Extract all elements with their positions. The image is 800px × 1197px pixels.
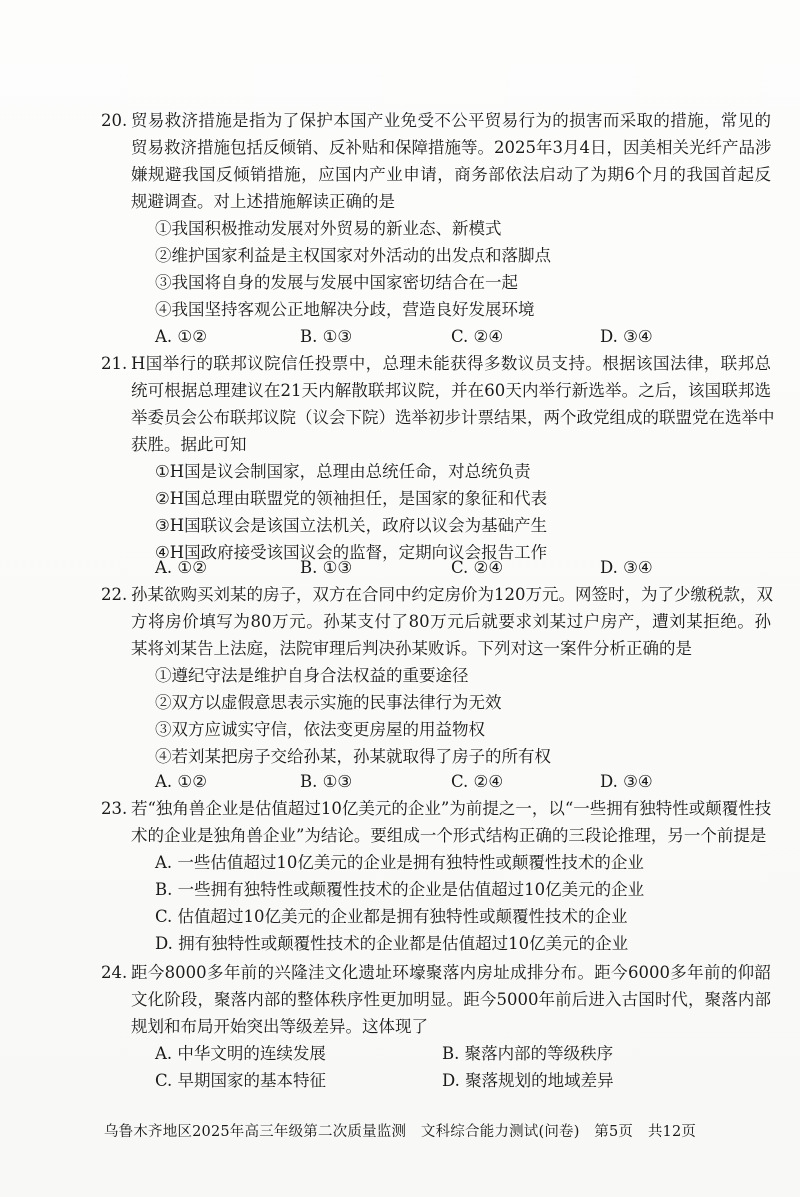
question-text-line: 规划和布局开始突出等级差异。这体现了 <box>131 1017 428 1036</box>
option-a: A. ①② <box>155 327 207 346</box>
question-text-line: 文化阶段，聚落内部的整体秩序性更加明显。距今5000年前后进入古国时代，聚落内部 <box>131 990 771 1009</box>
statement: ③双方应诚实守信，依法变更房屋的用益物权 <box>155 720 485 739</box>
question-text-line: 统可根据总理建议在21天内解散联邦议院，并在60天内举行新选举。之后，该国联邦选 <box>131 381 771 400</box>
statement: ②双方以虚假意思表示实施的民事法律行为无效 <box>155 693 502 712</box>
option-c: C. 估值超过10亿美元的企业都是拥有独特性或颠覆性技术的企业 <box>155 907 628 926</box>
statement: ③H国联议会是该国立法机关，政府以议会为基础产生 <box>155 516 548 535</box>
option-c: C. 早期国家的基本特征 <box>155 1071 327 1090</box>
option-d: D. ③④ <box>600 558 653 577</box>
statement: ①遵纪守法是维护自身合法权益的重要途径 <box>155 666 469 685</box>
statement: ④我国坚持客观公正地解决分歧，营造良好发展环境 <box>155 300 535 319</box>
option-d: D. 聚落规划的地域差异 <box>442 1071 614 1090</box>
question-text-line: 孙某欲购买刘某的房子，双方在合同中约定房价为120万元。网签时，为了少缴税款，双 <box>131 585 773 604</box>
option-c: C. ②④ <box>451 327 504 346</box>
statement: ②维护国家利益是主权国家对外活动的出发点和落脚点 <box>155 246 551 265</box>
option-d: D. ③④ <box>600 327 653 346</box>
option-d: D. 拥有独特性或颠覆性技术的企业都是估值超过10亿美元的企业 <box>155 934 629 953</box>
statement: ①H国是议会制国家，总理由总统任命，对总统负责 <box>155 462 531 481</box>
page-footer: 乌鲁木齐地区2025年高三年级第二次质量监测 文科综合能力测试(问卷) 第5页 共12页 <box>103 1124 697 1140</box>
option-c: C. ②④ <box>451 772 504 791</box>
question-text-line: 嫌规避我国反倾销措施，应国内产业申请，商务部依法启动了为期6个月的我国首起反 <box>131 165 771 184</box>
question-number: 23. <box>101 799 128 818</box>
option-c: C. ②④ <box>451 558 504 577</box>
question-text-line: 术的企业是独角兽企业”为结论。要组成一个形式结构正确的三段论推理，另一个前提是 <box>131 826 767 845</box>
statement: ④若刘某把房子交给孙某，孙某就取得了房子的所有权 <box>155 747 551 766</box>
question-text-line: 贸易救济措施是指为了保护本国产业免受不公平贸易行为的损害而采取的措施，常见的 <box>131 111 771 130</box>
option-b: B. ①③ <box>300 558 353 577</box>
question-text-line: 举委员会公布联邦议院（议会下院）选举初步计票结果，两个政党组成的联盟党在选举中 <box>131 408 775 427</box>
question-number: 20. <box>101 111 128 130</box>
question-text-line: 距今8000多年前的兴隆洼文化遗址环壕聚落内房址成排分布。距今6000多年前的仰韶 <box>131 963 771 982</box>
question-text-line: H国举行的联邦议院信任投票中，总理未能获得多数议员支持。根据该国法律，联邦总 <box>131 354 771 373</box>
option-a: A. 一些估值超过10亿美元的企业是拥有独特性或颠覆性技术的企业 <box>155 853 644 872</box>
statement: ④H国政府接受该国议会的监督，定期向议会报告工作 <box>155 543 548 562</box>
statement: ②H国总理由联盟党的领袖担任，是国家的象征和代表 <box>155 489 548 508</box>
option-a: A. ①② <box>155 772 207 791</box>
option-b: B. 一些拥有独特性或颠覆性技术的企业是估值超过10亿美元的企业 <box>155 880 645 899</box>
option-b: B. ①③ <box>300 772 353 791</box>
question-text-line: 若“独角兽企业是估值超过10亿美元的企业”为前提之一，以“一些拥有独特性或颠覆性技 <box>131 799 772 818</box>
option-d: D. ③④ <box>600 772 653 791</box>
option-a: A. ①② <box>155 558 207 577</box>
question-text-line: 规避调查。对上述措施解读正确的是 <box>131 192 395 211</box>
question-text-line: 获胜。据此可知 <box>131 435 247 454</box>
option-b: B. ①③ <box>300 327 353 346</box>
question-text-line: 某将刘某告上法庭，法院审理后判决孙某败诉。下列对这一案件分析正确的是 <box>131 639 692 658</box>
statement: ①我国积极推动发展对外贸易的新业态、新模式 <box>155 219 502 238</box>
option-a: A. 中华文明的连续发展 <box>155 1044 326 1063</box>
question-number: 22. <box>101 585 128 604</box>
statement: ③我国将自身的发展与发展中国家密切结合在一起 <box>155 273 518 292</box>
question-number: 24. <box>101 963 128 982</box>
question-text-line: 贸易救济措施包括反倾销、反补贴和保障措施等。2025年3月4日，因美相关光纤产品涉 <box>131 138 772 157</box>
option-b: B. 聚落内部的等级秩序 <box>442 1044 614 1063</box>
question-text-line: 方将房价填写为80万元。孙某支付了80万元后就要求刘某过户房产，遭刘某拒绝。孙 <box>131 612 771 631</box>
question-number: 21. <box>101 354 128 373</box>
